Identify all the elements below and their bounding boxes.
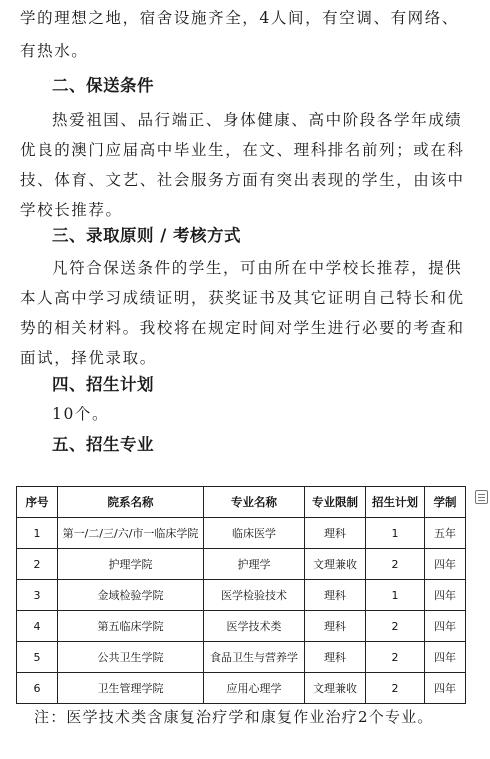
table-cell: 文理兼收 [305,673,366,704]
table-cell: 1 [366,518,425,549]
table-row [17,642,466,673]
table-toolbar-icon[interactable] [475,490,488,504]
section-heading: 四、招生计划 [52,375,154,394]
table-cell: 医学技术类 [204,611,305,642]
section-heading: 三、录取原则 / 考核方式 [52,226,242,245]
table-cell: 3 [17,580,58,611]
table-cell: 五年 [425,518,466,549]
body-line: 优良的澳门应届高中毕业生，在文、理科排名前列；或在科 [20,141,465,159]
table-cell: 四年 [425,611,466,642]
table-cell: 理科 [305,642,366,673]
table-cell: 2 [366,642,425,673]
table-cell: 文理兼收 [305,549,366,580]
table-cell: 1 [366,580,425,611]
table-row [17,580,466,611]
table-header-cell: 院系名称 [58,487,204,518]
table-header-cell: 招生计划 [366,487,425,518]
table-footnote: 注：医学技术类含康复治疗学和康复作业治疗2个专业。 [34,708,434,726]
body-line: 凡符合保送条件的学生，可由所在中学校长推荐，提供 [52,259,463,277]
table-cell: 四年 [425,673,466,704]
table-cell: 第五临床学院 [58,611,204,642]
table-header-cell: 学制 [425,487,466,518]
table-cell: 食品卫生与营养学 [204,642,305,673]
table-cell: 四年 [425,580,466,611]
table-cell: 临床医学 [204,518,305,549]
table-cell: 理科 [305,580,366,611]
majors-table [16,486,466,704]
table-cell: 2 [366,611,425,642]
body-line: 有热水。 [20,42,89,60]
table-row [17,673,466,704]
table-cell: 金域检验学院 [58,580,204,611]
table-cell: 6 [17,673,58,704]
table-cell: 2 [366,673,425,704]
body-line: 势的相关材料。我校将在规定时间对学生进行必要的考查和 [20,319,465,337]
table-header-cell: 专业名称 [204,487,305,518]
body-line: 学的理想之地，宿舍设施齐全，4人间，有空调、有网络、 [20,9,459,27]
table-row [17,518,466,549]
table-cell: 5 [17,642,58,673]
table-cell: 理科 [305,518,366,549]
body-line: 热爱祖国、品行端正、身体健康、高中阶段各学年成绩 [52,111,463,129]
table-cell: 护理学院 [58,549,204,580]
body-line: 技、体育、文艺、社会服务方面有突出表现的学生，由该中 [20,171,465,189]
table-row [17,549,466,580]
table-cell: 4 [17,611,58,642]
table-cell: 2 [366,549,425,580]
body-line: 10个。 [52,405,110,423]
section-heading: 二、保送条件 [52,76,154,95]
table-cell: 2 [17,549,58,580]
table-row [17,611,466,642]
table-cell: 四年 [425,549,466,580]
table-header-cell: 序号 [17,487,58,518]
table-cell: 应用心理学 [204,673,305,704]
table-header-cell: 专业限制 [305,487,366,518]
table-cell: 第一/二/三/六/市一临床学院 [58,518,204,549]
table-cell: 公共卫生学院 [58,642,204,673]
body-line: 面试，择优录取。 [20,349,157,367]
body-line: 学校长推荐。 [20,201,123,219]
section-heading: 五、招生专业 [52,435,154,454]
table-cell: 卫生管理学院 [58,673,204,704]
table-cell: 1 [17,518,58,549]
table-header-row [17,487,466,518]
table-cell: 理科 [305,611,366,642]
table-cell: 四年 [425,642,466,673]
body-line: 本人高中学习成绩证明，获奖证书及其它证明自己特长和优 [20,289,465,307]
table-cell: 医学检验技术 [204,580,305,611]
table-cell: 护理学 [204,549,305,580]
